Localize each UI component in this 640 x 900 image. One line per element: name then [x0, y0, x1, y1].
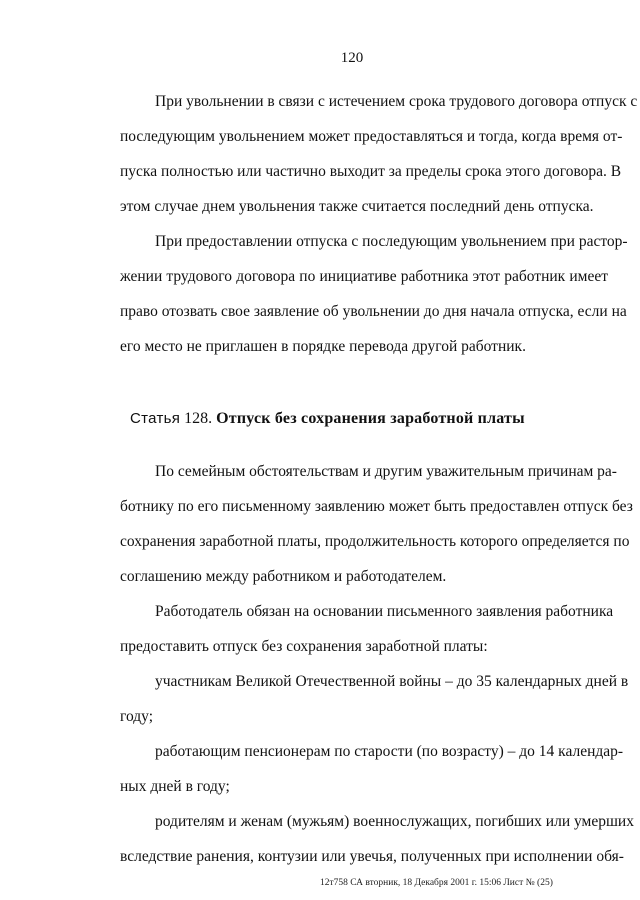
text-line: пуска полностью или частично выходит за пределы срока этого договора. В: [120, 163, 622, 180]
text-line: участникам Великой Отечественной войны – до 35 календарных дней в: [155, 673, 629, 690]
text-line: жении трудового договора по инициативе работника этот работник имеет: [120, 268, 608, 285]
text-line: этом случае днем увольнения также считается последний день отпуска.: [120, 198, 594, 215]
text-line: По семейным обстоятельствам и другим уважительным причинам ра-: [155, 463, 617, 480]
text-line: При предоставлении отпуска с последующим увольнением при растор-: [155, 233, 628, 250]
text-line: его место не приглашен в порядке перевода другой работник.: [120, 338, 526, 355]
page-footer-stamp: 12т758 СА вторник, 18 Декабря 2001 г. 15:06 Лист № (25): [320, 878, 553, 888]
text-line: вследствие ранения, контузии или увечья, полученных при исполнении обя-: [120, 848, 624, 865]
text-line: году;: [120, 708, 154, 725]
text-line: соглашению между работником и работодателем.: [120, 568, 447, 585]
article-number: 128.: [184, 410, 213, 427]
text-line: работающим пенсионерам по старости (по возрасту) – до 14 календар-: [155, 743, 624, 760]
page-number: 120: [340, 50, 364, 66]
text-line: предоставить отпуск без сохранения заработной платы:: [120, 638, 488, 655]
article-label: Статья: [130, 410, 181, 427]
text-line: последующим увольнением может предоставляться и тогда, когда время от-: [120, 128, 623, 145]
text-line: родителям и женам (мужьям) военнослужащих, погибших или умерших: [155, 813, 634, 830]
text-line: ных дней в году;: [120, 778, 230, 795]
article-heading: [130, 410, 525, 428]
text-line: При увольнении в связи с истечением срока трудового договора отпуск с: [155, 93, 638, 110]
text-line: сохранения заработной платы, продолжительность которого определяется по: [120, 533, 630, 550]
text-line: ботнику по его письменному заявлению может быть предоставлен отпуск без: [120, 498, 633, 515]
text-line: право отозвать свое заявление об увольнении до дня начала отпуска, если на: [120, 303, 627, 320]
text-line: Работодатель обязан на основании письменного заявления работника: [155, 603, 614, 620]
article-title: Отпуск без сохранения заработной платы: [216, 410, 525, 427]
